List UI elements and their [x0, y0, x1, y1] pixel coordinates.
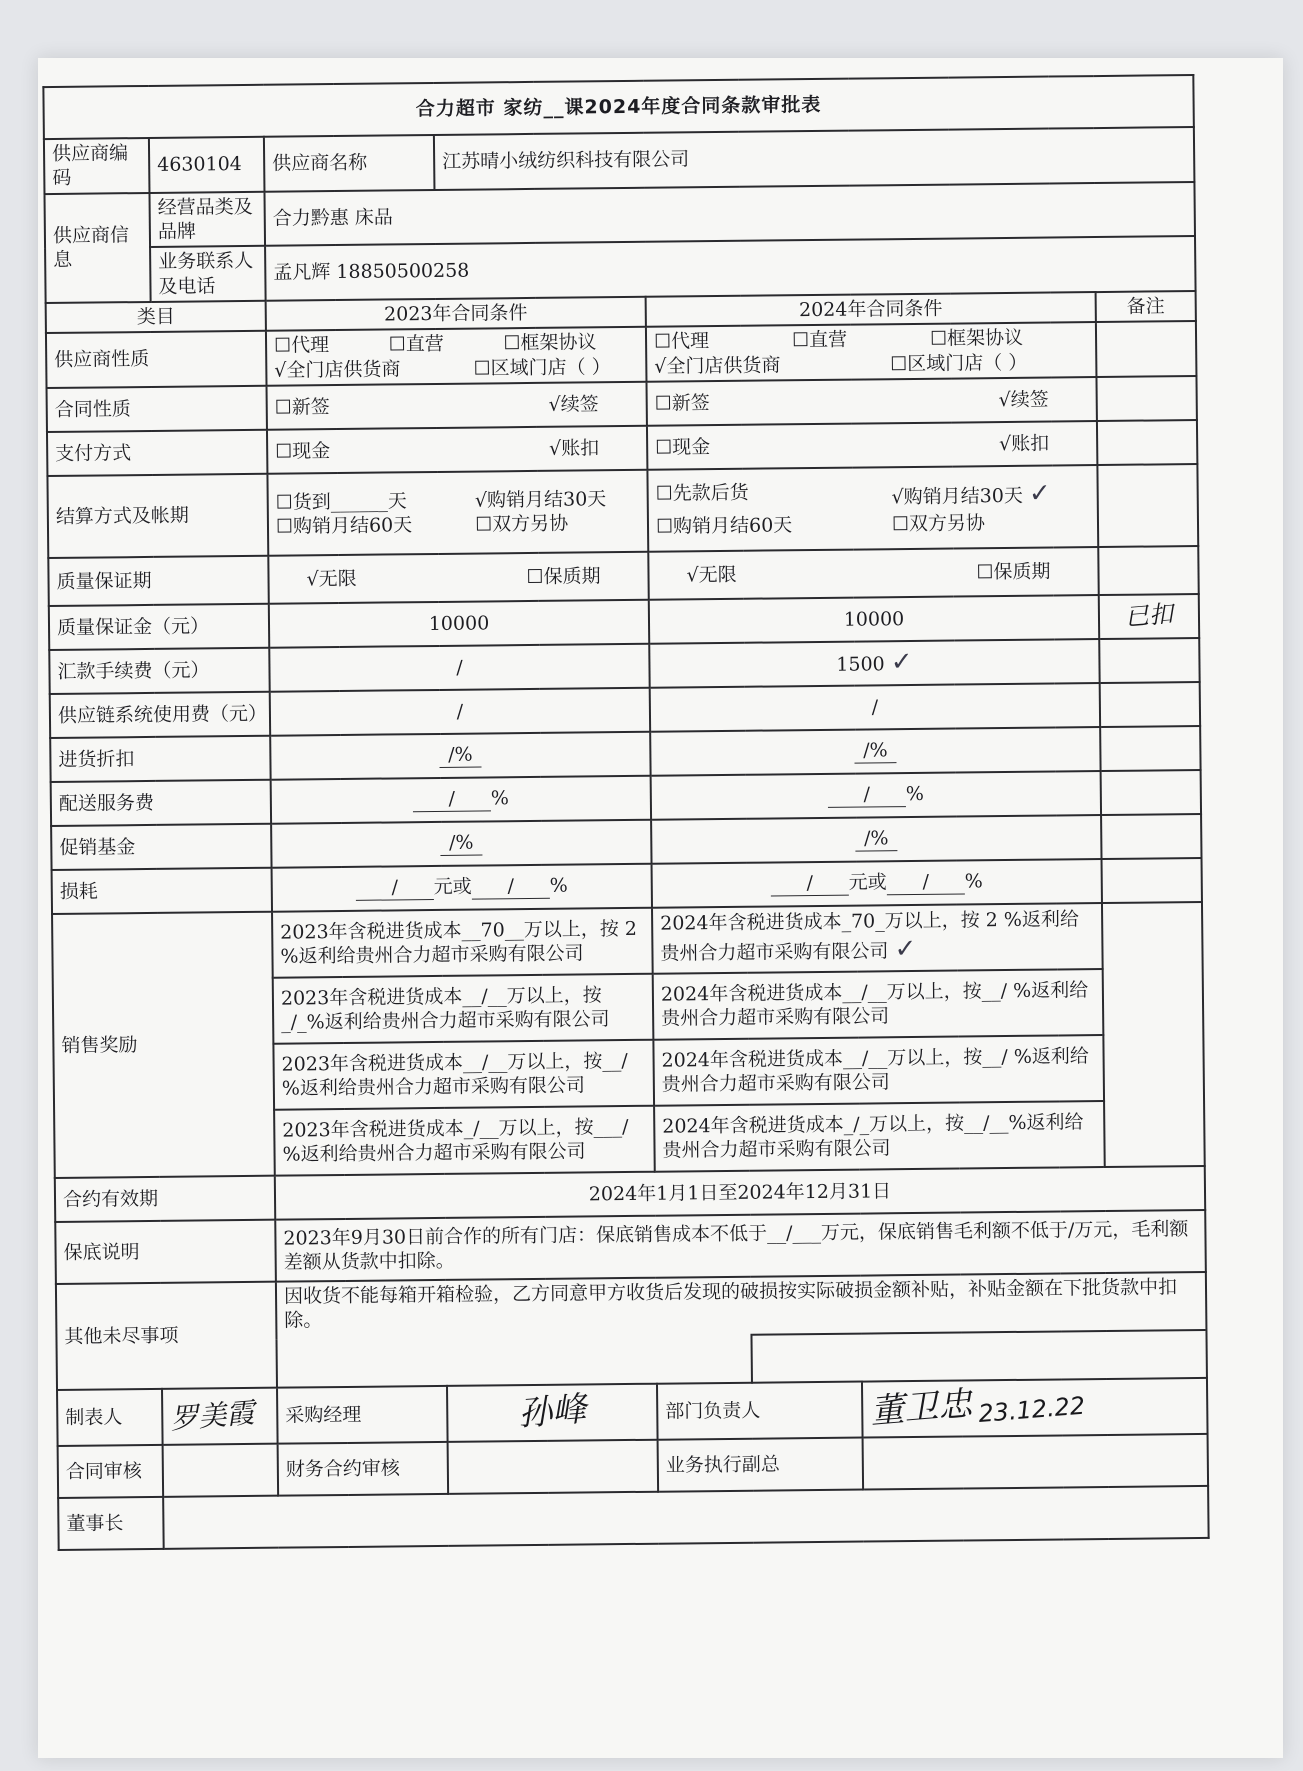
opt-deduct[interactable]: √账扣: [548, 436, 600, 460]
opt-renew[interactable]: √续签: [998, 388, 1049, 411]
supplier-info-label: 供应商信息: [44, 193, 150, 303]
fee-label: 汇款手续费（元）: [49, 648, 269, 694]
purchase-manager-signature: 孙峰: [516, 1389, 588, 1435]
sales-reward-label: 销售奖励: [52, 912, 275, 1178]
loss-label: 损耗: [52, 868, 272, 914]
opt-monthly-60[interactable]: ☐购销月结60天: [655, 514, 793, 538]
opt-new[interactable]: ☐新签: [654, 391, 710, 415]
contract-remark: [1096, 376, 1196, 421]
opt-framework[interactable]: ☐框架协议: [929, 327, 1024, 350]
vp-cell: [863, 1434, 1209, 1490]
loss-2023: / 元或 / %: [272, 864, 652, 912]
other-blank-right: [751, 1330, 1206, 1383]
purchase-manager-label: 采购经理: [277, 1386, 448, 1444]
category-label: 经营品类及品牌: [149, 191, 265, 247]
supplier-code: 4630104: [149, 137, 265, 193]
delivery-2023: / %: [271, 776, 651, 824]
nature-2024: [646, 322, 1097, 381]
promo-remark: [1101, 814, 1201, 859]
maker-signature: 罗美霞: [169, 1395, 256, 1436]
validity-label: 合约有效期: [55, 1176, 275, 1222]
opt-negotiate[interactable]: ☐双方另协: [475, 512, 569, 536]
system-2024: /: [650, 683, 1100, 732]
check-mark: ✓: [890, 647, 913, 678]
chairman-label: 董事长: [58, 1497, 164, 1550]
opt-negotiate[interactable]: ☐双方另协: [891, 512, 986, 536]
quality-remark: [1098, 546, 1198, 595]
opt-agent[interactable]: ☐代理: [653, 330, 710, 353]
check-mark: ✓: [894, 934, 917, 965]
opt-shelf-life[interactable]: ☐保质期: [976, 560, 1051, 583]
deposit-label: 质量保证金（元）: [49, 604, 269, 650]
quality-2023: [268, 552, 648, 604]
reward-2023-item: 2023年含税进货成本_/__万以上，按___/ %返利给贵州合力超市采购有限公司: [274, 1106, 655, 1176]
finance-review-label: 财务合约审核: [278, 1442, 449, 1496]
promo-2023: /%: [271, 820, 651, 868]
payment-2023: [267, 426, 647, 474]
contract-label: 合同性质: [47, 386, 267, 432]
nature-remark: [1096, 321, 1197, 377]
nature-2023: [266, 327, 647, 386]
discount-remark: [1100, 726, 1200, 771]
finance-review-cell: [448, 1440, 659, 1494]
maker-signature-cell: [162, 1387, 278, 1444]
opt-cash[interactable]: ☐现金: [275, 439, 331, 463]
opt-monthly-30[interactable]: √购销月结30天: [474, 487, 607, 512]
nature-label: 供应商性质: [46, 331, 267, 388]
reward-remark: [1102, 902, 1205, 1167]
supplier-name: 江苏晴小绒纺织科技有限公司: [434, 127, 1195, 190]
contract-2024: [646, 377, 1096, 426]
contract-2023: [267, 382, 647, 430]
dept-head-signature-cell: [862, 1378, 1208, 1438]
opt-direct[interactable]: ☐直营: [388, 333, 444, 356]
delivery-label: 配送服务费: [51, 780, 271, 826]
form-title: 合力超市 家纺__课2024年度合同条款审批表: [43, 75, 1193, 139]
loss-remark: [1102, 858, 1202, 903]
category-header: 类目: [46, 301, 266, 334]
discount-2024: /%: [650, 727, 1100, 776]
col-2023-header: 2023年合同条件: [266, 297, 646, 331]
reward-2024-item: 2024年含税进货成本__/__万以上，按__/ %返利给贵州合力超市采购有限公司: [653, 969, 1104, 1040]
delivery-remark: [1101, 770, 1201, 815]
settle-remark: [1097, 464, 1198, 547]
fee-remark: [1099, 638, 1199, 683]
category-value: 合力黔惠 床品: [264, 182, 1195, 246]
vp-label: 业务执行副总: [658, 1437, 864, 1491]
other-blank-left: [277, 1335, 752, 1388]
contract-review-cell: [163, 1443, 279, 1496]
approval-form: [42, 74, 1209, 1551]
dept-head-date: 23.12.22: [977, 1391, 1087, 1429]
settle-2023: [267, 470, 648, 556]
check-mark: ✓: [1028, 478, 1051, 509]
reward-2024-item: 2024年含税进货成本_/_万以上，按__/__%返利给贵州合力超市采购有限公司: [654, 1101, 1105, 1172]
delivery-2024: / %: [651, 771, 1101, 820]
contact-label: 业务联系人及电话: [150, 246, 266, 302]
discount-label: 进货折扣: [50, 736, 270, 782]
deposit-remark-handwriting: 已扣: [1123, 600, 1174, 632]
opt-all-stores[interactable]: √全门店供货商: [274, 357, 401, 382]
opt-monthly-30[interactable]: √购销月结30天 ✓: [891, 478, 1051, 509]
opt-monthly-60[interactable]: ☐购销月结60天: [275, 514, 413, 538]
fee-2023: /: [269, 644, 649, 692]
contact-value: 孟凡辉 18850500258: [265, 236, 1196, 300]
validity-value: 2024年1月1日至2024年12月31日: [275, 1166, 1205, 1220]
system-label: 供应链系统使用费（元）: [50, 692, 270, 738]
supplier-code-label: 供应商编码: [44, 138, 150, 194]
guarantee-label: 保底说明: [55, 1220, 276, 1284]
quality-2024: [648, 547, 1098, 600]
deposit-remark: [1099, 594, 1199, 639]
opt-all-stores[interactable]: √全门店供货商: [654, 353, 781, 378]
opt-prepay[interactable]: ☐先款后货: [655, 481, 749, 505]
opt-new[interactable]: ☐新签: [274, 395, 330, 419]
deposit-2024: 10000: [649, 595, 1099, 644]
settle-label: 结算方式及帐期: [47, 474, 268, 558]
system-2023: /: [270, 688, 650, 736]
opt-cash[interactable]: ☐现金: [655, 435, 711, 459]
system-remark: [1100, 682, 1200, 727]
chairman-cell: [163, 1486, 1208, 1549]
opt-unlimited[interactable]: √无限: [686, 563, 737, 587]
deposit-2023: 10000: [269, 600, 649, 648]
opt-unlimited[interactable]: √无限: [306, 567, 357, 590]
opt-renew[interactable]: √续签: [548, 392, 599, 416]
dept-head-label: 部门负责人: [657, 1381, 863, 1439]
payment-remark: [1097, 420, 1197, 465]
other-value: 因收货不能每箱开箱检验，乙方同意甲方收货后发现的破损按实际破损金额补贴，补贴金额在下批货款中扣除。: [276, 1272, 1207, 1340]
guarantee-value: 2023年9月30日前合作的所有门店：保底销售成本不低于__/___万元，保底销售毛利额不低于/万元，毛利额差额从货款中扣除。: [275, 1210, 1206, 1282]
opt-region[interactable]: ☐区域门店（ ）: [890, 351, 1028, 375]
contract-review-label: 合同审核: [58, 1445, 164, 1498]
reward-2023-item: 2023年含税进货成本__70__万以上，按 2 %返利给贵州合力超市采购有限公司: [272, 908, 653, 978]
opt-direct[interactable]: ☐直营: [791, 328, 848, 352]
loss-2024: / 元或 / %: [652, 859, 1102, 908]
opt-deduct[interactable]: √账扣: [998, 432, 1050, 455]
settle-2024: [647, 465, 1098, 552]
reward-2024-item: 2024年含税进货成本__/__万以上，按__/ %返利给贵州合力超市采购有限公司: [653, 1035, 1104, 1106]
fee-2024: 1500 ✓: [649, 639, 1099, 688]
opt-cod[interactable]: ☐货到______天: [275, 489, 407, 514]
reward-2023-item: 2023年含税进货成本__/__万以上，按__/ %返利给贵州合力超市采购有限公司: [273, 1040, 654, 1110]
purchase-manager-signature-cell: [447, 1384, 658, 1442]
quality-label: 质量保证期: [48, 556, 268, 606]
promo-2024: /%: [651, 815, 1101, 864]
col-2024-header: 2024年合同条件: [646, 292, 1096, 327]
reward-2023-item: 2023年含税进货成本__/__万以上，按_/_%返利给贵州合力超市采购有限公司: [273, 974, 654, 1044]
reward-2024-item: 2024年含税进货成本_70_万以上，按 2 %返利给贵州合力超市采购有限公司 ✓: [652, 903, 1103, 974]
payment-label: 支付方式: [47, 430, 267, 476]
other-label: 其他未尽事项: [56, 1282, 277, 1390]
payment-2024: [647, 421, 1097, 470]
supplier-name-label: 供应商名称: [264, 135, 435, 191]
dept-head-signature: 董卫忠: [868, 1383, 974, 1433]
opt-framework[interactable]: ☐框架协议: [503, 331, 597, 355]
discount-2023: /%: [270, 732, 650, 780]
opt-shelf-life[interactable]: ☐保质期: [526, 564, 601, 588]
promo-label: 促销基金: [51, 824, 271, 870]
opt-agent[interactable]: ☐代理: [273, 334, 330, 357]
remark-header: 备注: [1096, 291, 1196, 322]
maker-label: 制表人: [57, 1389, 163, 1446]
opt-region[interactable]: ☐区域门店（ ）: [473, 355, 611, 380]
